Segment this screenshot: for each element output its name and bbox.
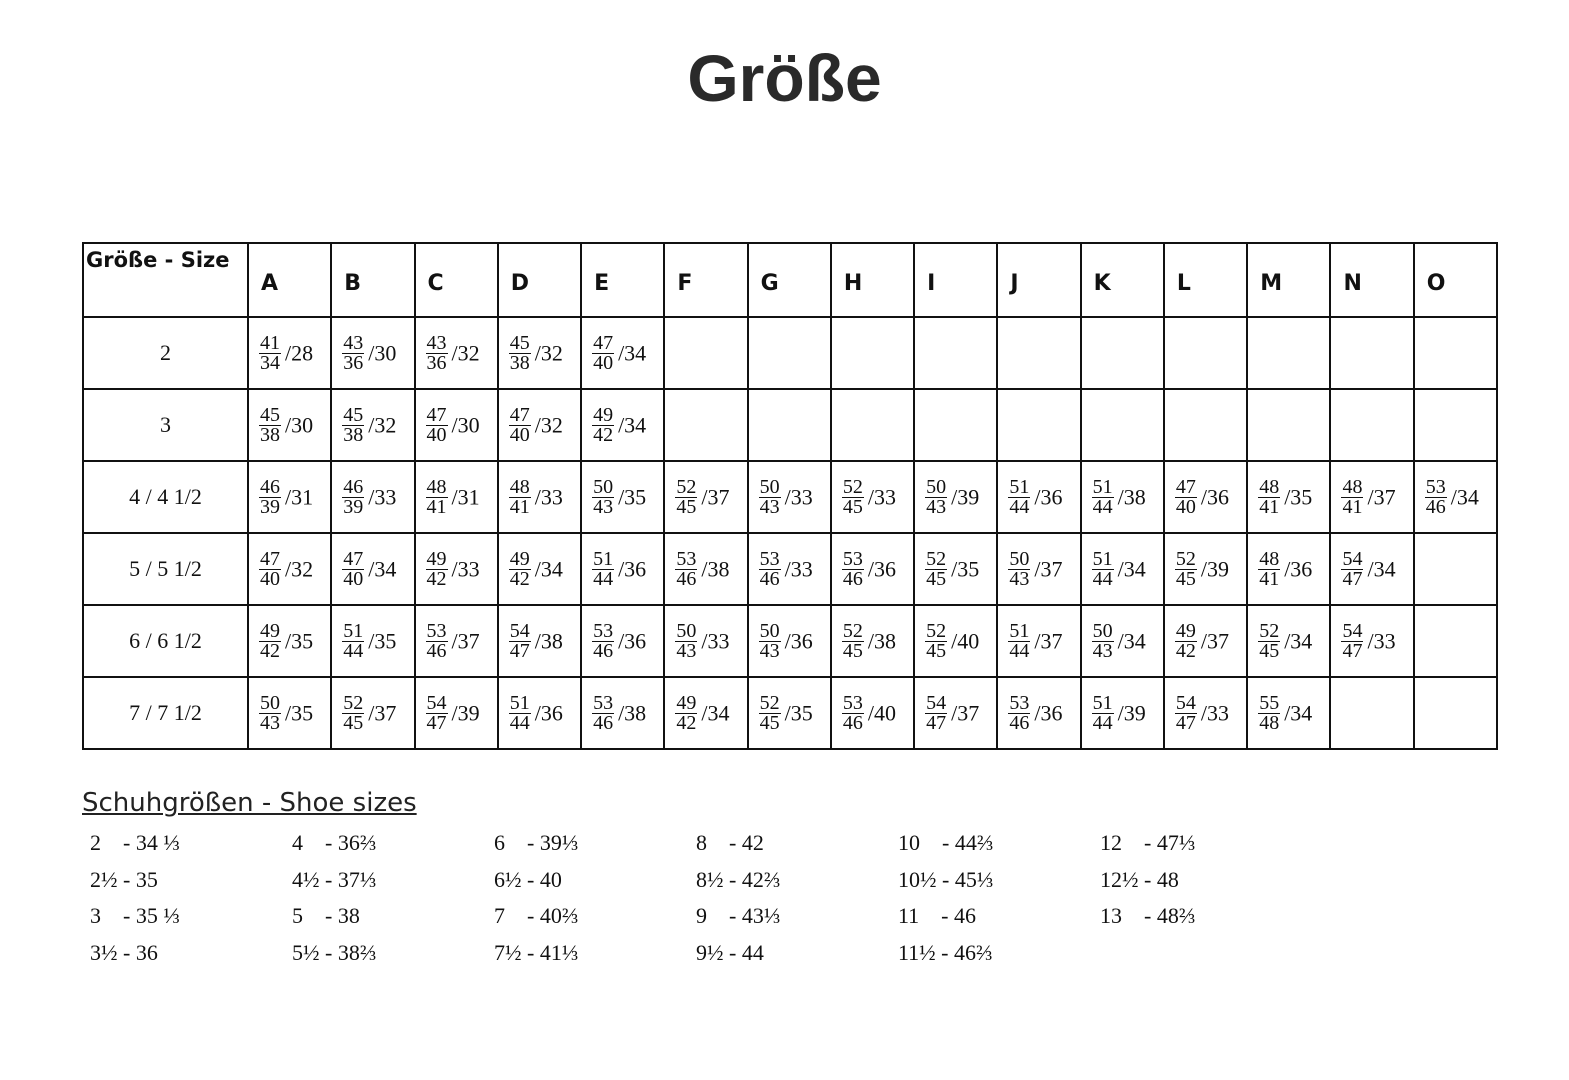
size-length: /33: [1200, 700, 1230, 725]
size-fraction: $\frac{54}{47}$: [509, 619, 530, 662]
size-fraction: $\frac{50}{43}$: [1092, 619, 1113, 662]
size-cell: [1414, 317, 1497, 389]
size-length: /36: [1200, 484, 1230, 509]
size-table: [82, 242, 1498, 750]
size-cell: [1414, 461, 1497, 533]
size-cell: [1330, 533, 1413, 605]
size-cell: [498, 389, 581, 461]
size-cell: [1330, 317, 1413, 389]
size-length: /35: [368, 628, 397, 653]
shoe-size-column: [90, 830, 180, 976]
size-fraction: $\frac{54}{47}$: [426, 691, 447, 734]
shoe-size-entry: 5 - 38: [292, 903, 360, 928]
size-header-corner: Größe - Size: [83, 243, 248, 317]
size-cell: [997, 317, 1080, 389]
size-cell: [664, 605, 747, 677]
size-cell: [415, 677, 498, 749]
size-fraction: $\frac{53}{46}$: [1009, 691, 1030, 734]
size-length: /37: [451, 628, 480, 653]
size-cell: [581, 533, 664, 605]
size-length: /32: [534, 340, 563, 365]
size-length: /34: [1117, 628, 1146, 653]
size-length: /30: [451, 412, 480, 437]
size-fraction: $\frac{54}{47}$: [1342, 547, 1363, 590]
size-cell: [748, 677, 831, 749]
size-fraction: $\frac{53}{46}$: [1425, 475, 1446, 518]
size-cell: [1247, 317, 1330, 389]
size-fraction: $\frac{48}{41}$: [509, 475, 530, 518]
size-fraction: $\frac{47}{40}$: [343, 547, 364, 590]
size-fraction: $\frac{45}{38}$: [509, 331, 530, 374]
size-cell: [664, 389, 747, 461]
shoe-size-entry: 11½ - 46⅔: [898, 939, 993, 965]
shoe-size-entry: 10½ - 45⅓: [898, 866, 994, 892]
shoe-size-entry: 2½ - 35: [90, 866, 158, 892]
size-length: /33: [368, 484, 397, 509]
shoe-size-entry: 4 - 36⅔: [292, 830, 377, 855]
size-cell: [748, 533, 831, 605]
size-fraction: $\frac{47}{40}$: [509, 403, 530, 446]
size-fraction: $\frac{49}{42}$: [260, 619, 280, 662]
size-cell: [831, 389, 914, 461]
table-row: [83, 677, 1497, 749]
size-cell: [1330, 389, 1413, 461]
size-length: /36: [618, 628, 647, 653]
size-cell: [1081, 605, 1164, 677]
size-cell: [248, 605, 331, 677]
size-cell: [1164, 317, 1247, 389]
size-length: /35: [1284, 484, 1313, 509]
size-cell: [331, 677, 414, 749]
size-fraction: $\frac{50}{43}$: [759, 619, 780, 662]
size-fraction: $\frac{52}{45}$: [842, 619, 863, 662]
size-cell: [831, 533, 914, 605]
size-fraction: $\frac{51}{44}$: [343, 619, 364, 662]
size-length: /37: [1200, 628, 1230, 653]
size-cell: [1247, 389, 1330, 461]
size-cell: [415, 605, 498, 677]
shoe-size-entry: 7 - 40⅔: [494, 903, 579, 928]
size-length: /34: [1284, 628, 1313, 653]
size-cell: [997, 677, 1080, 749]
size-cell: [831, 605, 914, 677]
size-fraction: $\frac{53}{46}$: [593, 619, 614, 662]
size-fraction: $\frac{49}{42}$: [426, 547, 447, 590]
size-cell: [1081, 317, 1164, 389]
size-length: /31: [285, 484, 314, 509]
size-cell: [997, 461, 1080, 533]
size-cell: [1247, 677, 1330, 749]
column-header-k: K: [1081, 243, 1164, 317]
size-cell: [1330, 461, 1413, 533]
shoe-size-column: [898, 830, 993, 976]
size-cell: [664, 677, 747, 749]
size-cell: [331, 533, 414, 605]
size-fraction: $\frac{48}{41}$: [426, 475, 447, 518]
shoe-size-entry: 11 - 46: [898, 903, 977, 928]
size-cell: [1164, 533, 1247, 605]
size-fraction: $\frac{50}{43}$: [593, 475, 614, 518]
size-cell: [1247, 605, 1330, 677]
size-length: /34: [1284, 700, 1313, 725]
size-cell: [748, 605, 831, 677]
size-fraction: $\frac{49}{42}$: [593, 403, 614, 446]
row-label: 5 / 5 1/2: [83, 533, 248, 605]
size-cell: [1414, 677, 1497, 749]
size-length: /30: [368, 340, 397, 365]
shoe-size-column: [696, 830, 780, 976]
size-length: /31: [451, 484, 480, 509]
shoe-size-entry: 9 - 43⅓: [696, 903, 781, 928]
size-cell: [664, 533, 747, 605]
size-fraction: $\frac{50}{43}$: [926, 475, 947, 518]
size-cell: [248, 461, 331, 533]
size-length: /38: [1117, 484, 1146, 509]
size-fraction: $\frac{55}{48}$: [1259, 691, 1280, 734]
size-length: /38: [618, 700, 647, 725]
size-fraction: $\frac{52}{45}$: [759, 691, 780, 734]
size-cell: [664, 461, 747, 533]
shoe-size-column: [494, 830, 578, 976]
size-fraction: $\frac{45}{38}$: [343, 403, 364, 446]
size-fraction: $\frac{49}{42}$: [1175, 619, 1196, 662]
size-cell: [914, 317, 997, 389]
size-fraction: $\frac{52}{45}$: [926, 547, 947, 590]
shoe-size-entry: 13 - 48⅔: [1100, 903, 1196, 928]
shoe-size-entry: 3 - 35 ⅓: [90, 903, 180, 928]
size-fraction: $\frac{51}{44}$: [593, 547, 614, 590]
size-length: /36: [1034, 700, 1063, 725]
column-header-m: M: [1247, 243, 1330, 317]
column-header-f: F: [664, 243, 747, 317]
size-length: /35: [784, 700, 813, 725]
shoe-size-entry: 6 - 39⅓: [494, 830, 579, 855]
shoe-size-entry: 6½ - 40: [494, 866, 562, 892]
size-cell: [581, 317, 664, 389]
size-cell: [1414, 389, 1497, 461]
size-length: /36: [534, 700, 563, 725]
row-label: 3: [83, 389, 248, 461]
size-cell: [831, 677, 914, 749]
shoe-size-entry: 4½ - 37⅓: [292, 866, 377, 892]
shoe-size-column: [292, 830, 376, 976]
size-cell: [415, 461, 498, 533]
size-cell: [581, 677, 664, 749]
column-header-j: J: [997, 243, 1080, 317]
size-length: /34: [618, 412, 647, 437]
shoe-size-entry: 5½ - 38⅔: [292, 939, 377, 965]
size-fraction: $\frac{47}{40}$: [593, 331, 614, 374]
size-cell: [1164, 389, 1247, 461]
size-fraction: $\frac{52}{45}$: [926, 619, 947, 662]
size-fraction: $\frac{53}{46}$: [676, 547, 697, 590]
row-label: 7 / 7 1/2: [83, 677, 248, 749]
column-header-i: I: [914, 243, 997, 317]
size-fraction: $\frac{48}{41}$: [1259, 547, 1280, 590]
size-fraction: $\frac{50}{43}$: [759, 475, 780, 518]
size-length: /34: [1450, 484, 1479, 509]
size-cell: [498, 605, 581, 677]
size-cell: [1247, 533, 1330, 605]
size-length: /30: [285, 412, 314, 437]
size-cell: [1081, 533, 1164, 605]
size-fraction: $\frac{48}{41}$: [1342, 475, 1363, 518]
table-row: [83, 317, 1497, 389]
shoe-size-entry: 10 - 44⅔: [898, 830, 994, 855]
size-cell: [415, 317, 498, 389]
size-fraction: $\frac{47}{40}$: [426, 403, 447, 446]
column-header-o: O: [1414, 243, 1497, 317]
size-fraction: $\frac{51}{44}$: [1009, 619, 1030, 662]
size-fraction: $\frac{49}{42}$: [509, 547, 530, 590]
size-cell: [248, 533, 331, 605]
shoe-size-entry: 2 - 34 ⅓: [90, 830, 180, 855]
table-row: [83, 533, 1497, 605]
size-cell: [1081, 461, 1164, 533]
size-cell: [498, 461, 581, 533]
row-label: 2: [83, 317, 248, 389]
size-length: /34: [1117, 556, 1146, 581]
size-length: /39: [1200, 556, 1230, 581]
size-cell: [498, 533, 581, 605]
size-fraction: $\frac{50}{43}$: [1009, 547, 1030, 590]
size-cell: [248, 317, 331, 389]
size-fraction: $\frac{50}{43}$: [260, 691, 280, 734]
size-length: /38: [534, 628, 563, 653]
size-cell: [831, 317, 914, 389]
size-length: /36: [1284, 556, 1313, 581]
size-cell: [498, 317, 581, 389]
shoe-size-entry: 8½ - 42⅔: [696, 866, 781, 892]
shoe-size-column: [1100, 830, 1195, 940]
shoe-size-entry: 9½ - 44: [696, 939, 764, 965]
size-cell: [415, 389, 498, 461]
size-length: /38: [867, 628, 896, 653]
table-row: [83, 605, 1497, 677]
size-fraction: $\frac{50}{43}$: [676, 619, 697, 662]
size-fraction: $\frac{52}{45}$: [1259, 619, 1280, 662]
row-label: 4 / 4 1/2: [83, 461, 248, 533]
size-length: /34: [534, 556, 563, 581]
size-length: /37: [701, 484, 730, 509]
size-length: /38: [701, 556, 730, 581]
size-cell: [248, 389, 331, 461]
shoe-size-entry: 12 - 47⅓: [1100, 830, 1196, 855]
size-cell: [914, 605, 997, 677]
size-cell: [1330, 605, 1413, 677]
size-cell: [581, 461, 664, 533]
size-length: /34: [701, 700, 730, 725]
size-fraction: $\frac{53}{46}$: [842, 547, 863, 590]
column-header-l: L: [1164, 243, 1247, 317]
size-fraction: $\frac{46}{39}$: [260, 475, 280, 518]
size-fraction: $\frac{41}{34}$: [260, 331, 280, 374]
shoe-size-entry: 3½ - 36: [90, 939, 158, 965]
size-length: /28: [285, 340, 314, 365]
size-cell: [914, 677, 997, 749]
size-length: /33: [784, 484, 813, 509]
size-length: /36: [618, 556, 647, 581]
size-fraction: $\frac{43}{36}$: [343, 331, 364, 374]
size-fraction: $\frac{47}{40}$: [260, 547, 280, 590]
size-cell: [997, 389, 1080, 461]
size-cell: [997, 533, 1080, 605]
size-cell: [1164, 677, 1247, 749]
size-cell: [1414, 533, 1497, 605]
size-cell: [331, 605, 414, 677]
size-length: /35: [285, 700, 314, 725]
size-cell: [1081, 677, 1164, 749]
size-cell: [1414, 605, 1497, 677]
size-cell: [997, 605, 1080, 677]
size-length: /33: [451, 556, 480, 581]
size-length: /36: [1034, 484, 1063, 509]
size-length: /35: [951, 556, 980, 581]
size-fraction: $\frac{52}{45}$: [676, 475, 697, 518]
table-row: [83, 389, 1497, 461]
size-fraction: $\frac{52}{45}$: [1175, 547, 1196, 590]
size-cell: [331, 389, 414, 461]
size-length: /37: [1034, 628, 1063, 653]
size-cell: [581, 605, 664, 677]
size-cell: [1164, 461, 1247, 533]
size-length: /40: [951, 628, 980, 653]
size-cell: [1330, 677, 1413, 749]
size-fraction: $\frac{53}{46}$: [842, 691, 863, 734]
size-cell: [664, 317, 747, 389]
size-length: /36: [784, 628, 813, 653]
size-cell: [914, 389, 997, 461]
size-cell: [748, 461, 831, 533]
size-fraction: $\frac{54}{47}$: [926, 691, 947, 734]
size-cell: [331, 461, 414, 533]
size-fraction: $\frac{49}{42}$: [676, 691, 697, 734]
column-header-a: A: [248, 243, 331, 317]
size-length: /40: [867, 700, 896, 725]
size-fraction: $\frac{43}{36}$: [426, 331, 447, 374]
size-fraction: $\frac{54}{47}$: [1342, 619, 1363, 662]
size-cell: [748, 317, 831, 389]
size-fraction: $\frac{53}{46}$: [426, 619, 447, 662]
size-length: /39: [1117, 700, 1146, 725]
size-cell: [748, 389, 831, 461]
size-cell: [581, 389, 664, 461]
size-length: /33: [1367, 628, 1396, 653]
size-cell: [914, 461, 997, 533]
size-length: /37: [1034, 556, 1063, 581]
column-header-g: G: [748, 243, 831, 317]
size-fraction: $\frac{51}{44}$: [509, 691, 530, 734]
size-cell: [914, 533, 997, 605]
size-cell: [1081, 389, 1164, 461]
size-length: /39: [451, 700, 480, 725]
size-cell: [1164, 605, 1247, 677]
size-length: /37: [368, 700, 397, 725]
size-length: /33: [784, 556, 813, 581]
size-length: /32: [451, 340, 480, 365]
size-fraction: $\frac{51}{44}$: [1009, 475, 1030, 518]
column-header-n: N: [1330, 243, 1413, 317]
size-length: /34: [1367, 556, 1396, 581]
size-fraction: $\frac{51}{44}$: [1092, 691, 1113, 734]
column-header-b: B: [331, 243, 414, 317]
size-length: /39: [951, 484, 980, 509]
size-fraction: $\frac{54}{47}$: [1175, 691, 1196, 734]
size-fraction: $\frac{48}{41}$: [1259, 475, 1280, 518]
size-length: /34: [368, 556, 397, 581]
size-length: /33: [867, 484, 896, 509]
size-length: /34: [618, 340, 647, 365]
row-label: 6 / 6 1/2: [83, 605, 248, 677]
size-cell: [498, 677, 581, 749]
column-header-c: C: [415, 243, 498, 317]
size-length: /33: [534, 484, 563, 509]
size-length: /33: [701, 628, 730, 653]
size-fraction: $\frac{51}{44}$: [1092, 475, 1113, 518]
table-row: [83, 461, 1497, 533]
shoe-size-entry: 8 - 42: [696, 830, 764, 855]
size-length: /32: [368, 412, 397, 437]
size-length: /36: [867, 556, 896, 581]
size-fraction: $\frac{46}{39}$: [343, 475, 364, 518]
size-fraction: $\frac{45}{38}$: [260, 403, 280, 446]
size-length: /35: [618, 484, 647, 509]
size-cell: [248, 677, 331, 749]
column-header-d: D: [498, 243, 581, 317]
shoe-size-entry: 7½ - 41⅓: [494, 939, 579, 965]
size-cell: [831, 461, 914, 533]
size-length: /35: [285, 628, 314, 653]
size-cell: [331, 317, 414, 389]
size-cell: [1247, 461, 1330, 533]
size-fraction: $\frac{52}{45}$: [343, 691, 364, 734]
size-length: /32: [534, 412, 563, 437]
size-fraction: $\frac{53}{46}$: [593, 691, 614, 734]
column-header-h: H: [831, 243, 914, 317]
size-fraction: $\frac{52}{45}$: [842, 475, 863, 518]
size-length: /32: [285, 556, 314, 581]
size-length: /37: [1367, 484, 1396, 509]
page-title: Größe: [687, 41, 882, 115]
column-header-e: E: [581, 243, 664, 317]
size-fraction: $\frac{51}{44}$: [1092, 547, 1113, 590]
size-cell: [415, 533, 498, 605]
shoe-sizes-heading: Schuhgrößen - Shoe sizes: [82, 788, 417, 818]
size-fraction: $\frac{47}{40}$: [1175, 475, 1196, 518]
size-length: /37: [951, 700, 980, 725]
size-fraction: $\frac{53}{46}$: [759, 547, 780, 590]
shoe-size-entry: 12½ - 48: [1100, 866, 1179, 892]
